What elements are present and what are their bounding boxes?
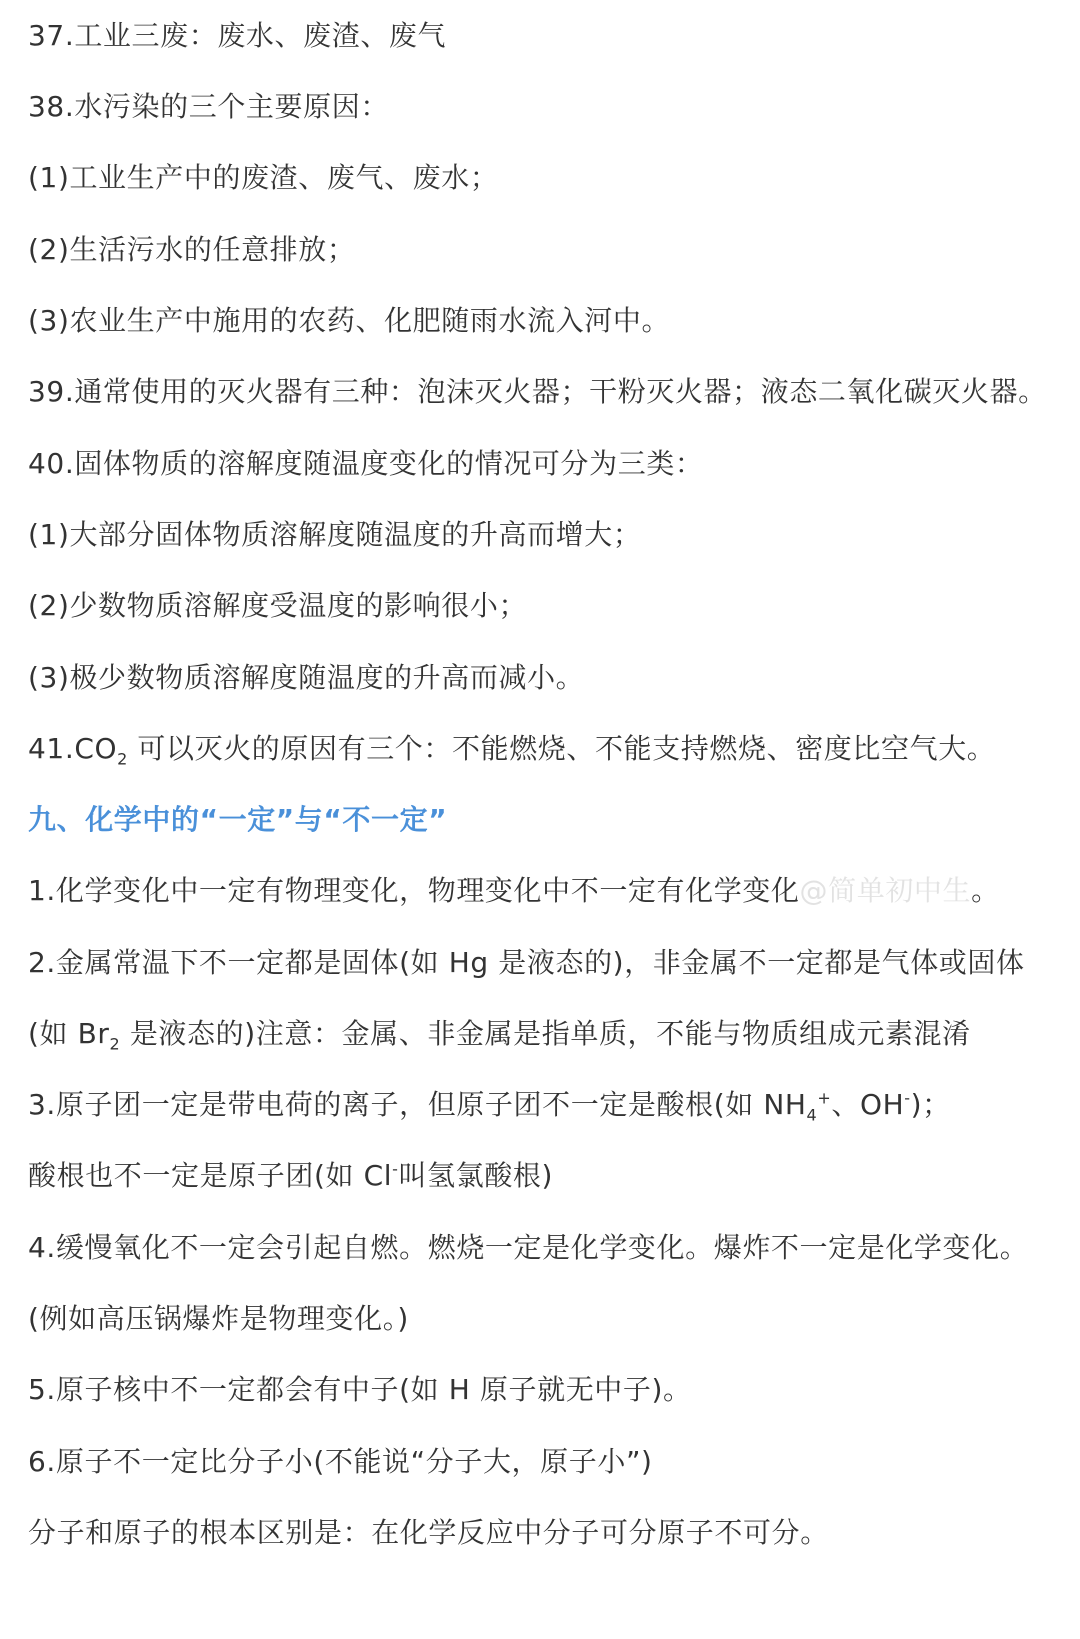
rule-3-note-superscript: - — [392, 1159, 399, 1179]
item-40-3: (3)极少数物质溶解度随温度的升高而减小。 — [28, 661, 585, 694]
rule-2: 2.金属常温下不一定都是固体(如 Hg 是液态的)，非金属不一定都是气体或固体 — [28, 946, 1025, 979]
rule-4-note: (例如高压锅爆炸是物理变化。) — [28, 1302, 409, 1335]
rule-3-superscript-2: - — [904, 1088, 911, 1108]
rule-5: 5.原子核中不一定都会有中子(如 H 原子就无中子)。 — [28, 1373, 692, 1406]
rule-2-note-subscript: 2 — [109, 1034, 121, 1054]
watermark: @简单初中生 — [799, 874, 972, 907]
item-41-text-b: 可以灭火的原因有三个：不能燃烧、不能支持燃烧、密度比空气大。 — [127, 732, 996, 765]
rule-2-note — [28, 1014, 971, 1054]
item-40-1: (1)大部分固体物质溶解度随温度的升高而增大； — [28, 518, 642, 551]
rule-4: 4.缓慢氧化不一定会引起自燃。燃烧一定是化学变化。爆炸不一定是化学变化。 — [28, 1231, 1029, 1264]
item-38: 38.水污染的三个主要原因： — [28, 90, 389, 123]
item-38-1: (1)工业生产中的废渣、废气、废水； — [28, 161, 499, 194]
rule-1-text: 1.化学变化中一定有物理变化，物理变化中不一定有化学变化 — [28, 874, 800, 907]
rule-3-note-a: 酸根也不一定是原子团(如 Cl — [28, 1159, 393, 1192]
rule-6-note: 分子和原子的根本区别是：在化学反应中分子可分原子不可分。 — [28, 1516, 829, 1549]
section-heading: 九、化学中的“一定”与“不一定” — [28, 803, 448, 836]
rule-3-subscript: 4 — [806, 1105, 818, 1125]
rule-2-note-a: (如 Br — [28, 1017, 110, 1050]
rule-3-b: 、OH — [831, 1088, 905, 1121]
item-38-2: (2)生活污水的任意排放； — [28, 233, 356, 266]
item-40: 40.固体物质的溶解度随温度变化的情况可分为三类： — [28, 447, 704, 480]
item-41-subscript: 2 — [117, 749, 128, 769]
item-37: 37.工业三废：废水、废渣、废气 — [28, 19, 447, 52]
item-40-2: (2)少数物质溶解度受温度的影响很小； — [28, 589, 528, 622]
rule-3-note-b: 叫氢氯酸根) — [398, 1159, 554, 1192]
rule-2-note-b: 是液态的)注意：金属、非金属是指单质，不能与物质组成元素混淆 — [120, 1017, 971, 1050]
rule-3 — [28, 1085, 951, 1125]
item-38-3: (3)农业生产中施用的农药、化肥随雨水流入河中。 — [28, 304, 671, 337]
item-41 — [28, 729, 995, 769]
item-41-text-a: 41.CO — [28, 732, 118, 765]
rule-3-a: 3.原子团一定是带电荷的离子，但原子团不一定是酸根(如 NH — [28, 1088, 807, 1121]
rule-3-note — [28, 1156, 553, 1196]
rule-3-c: )； — [910, 1088, 951, 1121]
item-39: 39.通常使用的灭火器有三种：泡沫灭火器；干粉灭火器；液态二氧化碳灭火器。 — [28, 375, 1047, 408]
rule-6: 6.原子不一定比分子小(不能说“分子大，原子小”) — [28, 1445, 653, 1478]
rule-1-end: 。 — [971, 874, 1000, 907]
rule-3-superscript-1: + — [817, 1088, 832, 1108]
rule-1 — [28, 871, 1000, 911]
